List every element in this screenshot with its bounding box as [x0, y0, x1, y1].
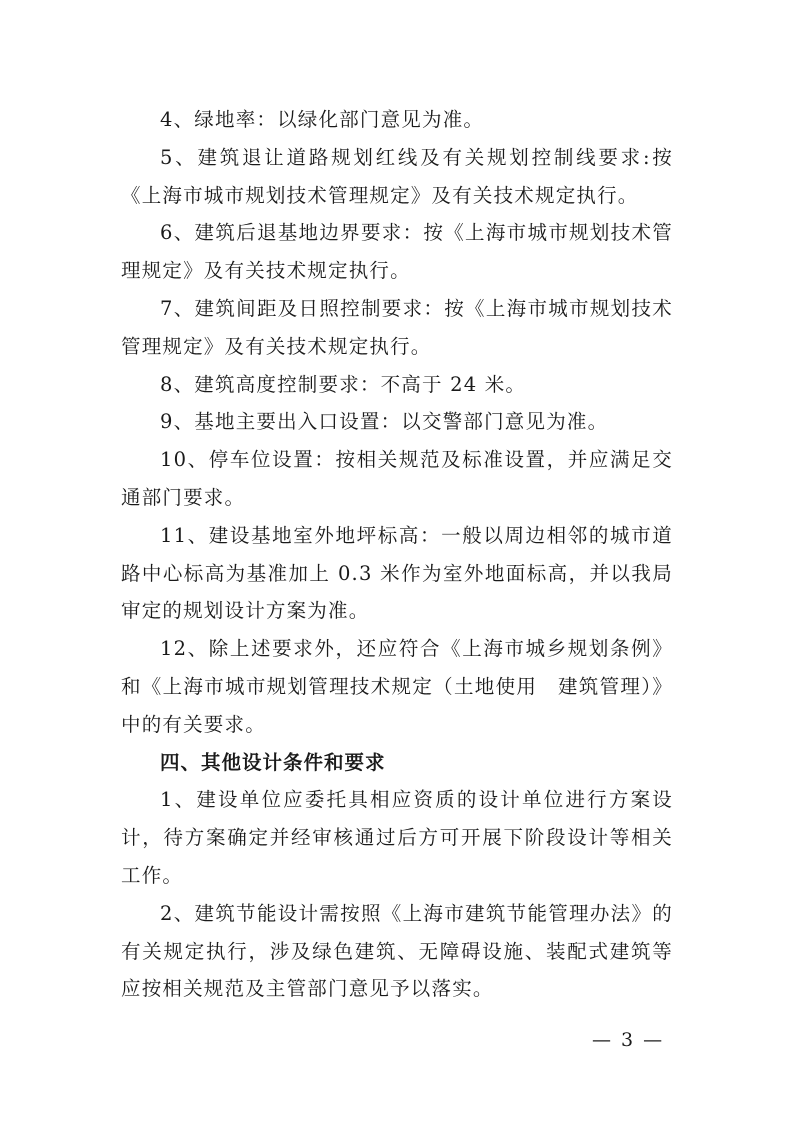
paragraph-item-11: 11、建设基地室外地坪标高：一般以周边相邻的城市道路中心标高为基准加上 0.3 米作为室外地面标高，并以我局审定的规划设计方案为准。 — [121, 523, 673, 623]
paragraph-item-8: 8、建筑高度控制要求：不高于 24 米。 — [160, 372, 527, 396]
paragraph-item-7: 7、建筑间距及日照控制要求：按《上海市城市规划技术管理规定》及有关技术规定执行。 — [121, 296, 673, 358]
paragraph-section4-item-2: 2、建筑节能设计需按照《上海市建筑节能管理办法》的有关规定执行，涉及绿色建筑、无障碍设施、装配式建筑等应按相关规范及主管部门意见予以落实。 — [121, 901, 673, 1001]
paragraph-item-4: 4、绿地率：以绿化部门意见为准。 — [160, 108, 485, 131]
paragraph-item-6: 6、建筑后退基地边界要求：按《上海市城市规划技术管理规定》及有关技术规定执行。 — [121, 221, 673, 283]
paragraph-item-12: 12、除上述要求外，还应符合《上海市城乡规划条例》和《上海市城市规划管理技术规定（土地使用 建筑管理）》中的有关要求。 — [121, 637, 673, 736]
paragraph-section4-item-1: 1、建设单位应委托具相应资质的设计单位进行方案设计，待方案确定并经审核通过后方可开展下阶段设计等相关工作。 — [121, 788, 673, 887]
page-number: — 3 — — [592, 1029, 665, 1051]
paragraph-item-10: 10、停车位设置：按相关规范及标准设置，并应满足交通部门要求。 — [121, 448, 673, 509]
paragraph-item-5: 5、建筑退让道路规划红线及有关规划控制线要求:按《上海市城市规划技术管理规定》及有关技术规定执行。 — [121, 145, 673, 207]
section-heading: 四、其他设计条件和要求 — [160, 750, 386, 774]
paragraph-item-9: 9、基地主要出入口设置：以交警部门意见为准。 — [160, 410, 609, 434]
document-body — [121, 101, 673, 1008]
